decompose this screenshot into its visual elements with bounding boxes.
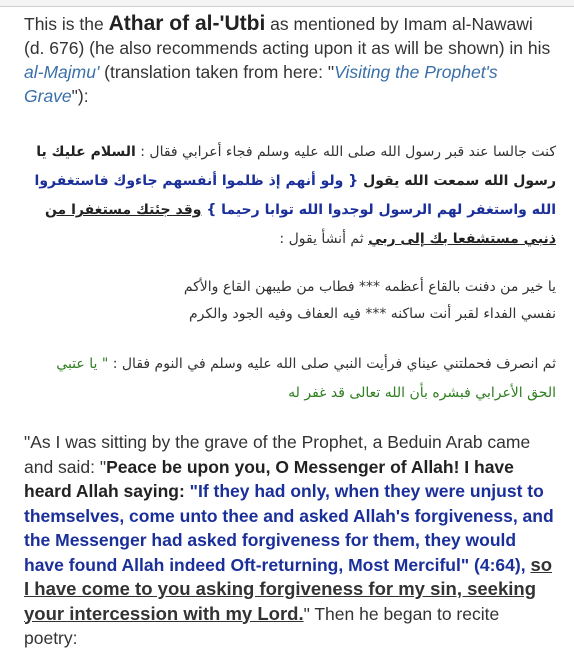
translation-intro: "As I was sitting by the grave of the Prophet, a Beduin Arab came and said: " [24,432,531,477]
arabic-greeting: السلام عليك يا رسول الله سمعت الله يقول [36,144,556,189]
athar-title: Athar of al-'Utbi [108,12,266,35]
translation-then-recited: " Then he began to recite poetry: [24,603,500,648]
article-content [24,12,556,651]
translation-seeking-intercession: so I have come to you asking forgiveness for my sin, seeking your intercession with my Lord. [24,553,553,624]
arabic-narration-intro: كنت جالسا عند قبر رسول الله صلى الله عليه وسلم فجاء أعرابي فقال : [135,144,556,160]
intro-paragraph [24,12,556,108]
arabic-dream-message: " يا عتبي الحق الأعرابي فبشره بأن الله تعالى قد غفر له [56,356,556,401]
translation-greeting: Peace be upon you, O Messenger of Allah! I have heard Allah saying: [24,456,514,501]
arabic-poetry [24,274,556,328]
poetry-line-2: نفسي الفداء لقبر أنت ساكنه *** فيه العفاف وفيه الجود والكرم [189,306,556,322]
arabic-dream-intro: ثم انصرف فحملتني عيناي فرأيت النبي صلى الله عليه وسلم في النوم فقال : [108,356,556,372]
arabic-narration [24,138,556,254]
intro-text-1: This is the [24,14,109,34]
translation-quran-verse: "If they had only, when they were unjust to themselves, come unto thee and asked Allah's forgiveness, and the Messenger had asked forgiveness for them, they would have found Allah indeed Oft-returning, Most Merciful" (4:64), [24,481,554,575]
intro-text-3: (translation taken from here: " [99,62,335,82]
majmu-link[interactable]: al-Majmu' [24,62,100,82]
top-border [0,0,574,7]
english-translation [24,430,556,651]
arabic-quran-verse: { ولو أنهم إذ ظلموا أنفسهم جاءوك فاستغفروا الله واستغفر لهم الرسول لوجدوا الله توابا رحيما } [34,173,556,218]
intro-text-2: as mentioned by Imam al-Nawawi (d. 676) (he also recommends acting upon it as will be shown) in his [24,14,551,58]
poetry-line-1: يا خير من دفنت بالقاع أعظمه *** فطاب من طيبهن القاع والأكم [183,279,556,295]
arabic-dream [24,350,556,408]
intro-text-4: "): [71,86,89,106]
arabic-then-recited: ثم أنشأ يقول : [279,231,369,247]
visiting-grave-link[interactable]: Visiting the Prophet's Grave [24,62,498,106]
arabic-seeking-intercession: وقد جئتك مستغفرا من ذنبي مستشفعا بك إلى ربي [44,202,556,247]
